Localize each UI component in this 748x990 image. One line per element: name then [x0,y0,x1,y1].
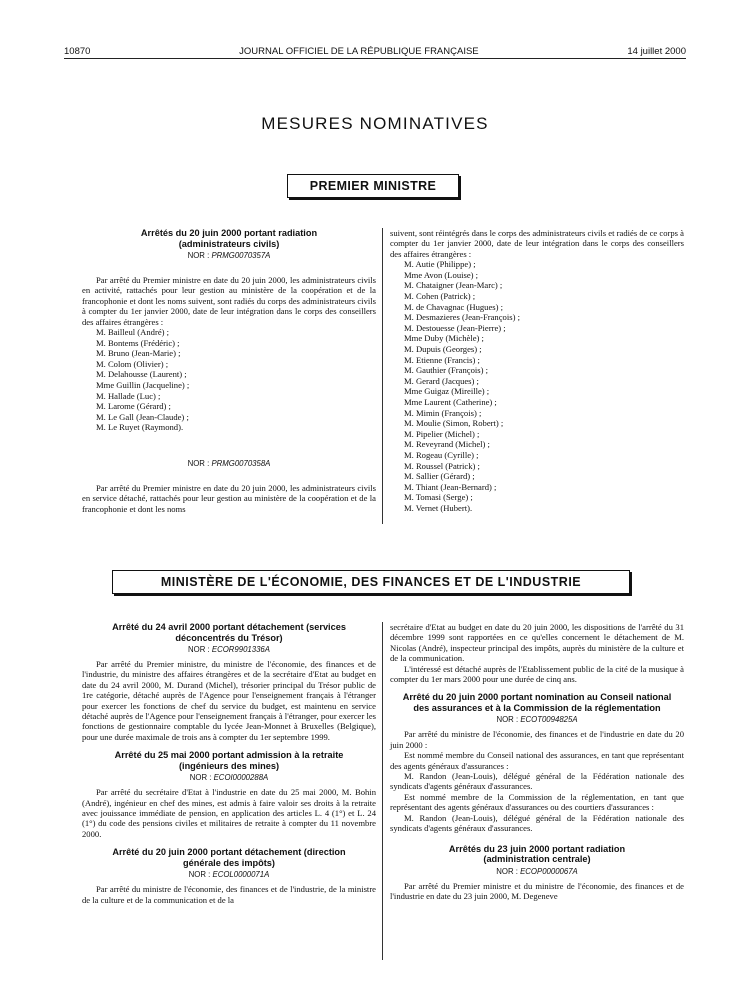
list-item: M. Hallade (Luc) ; [96,390,161,401]
article-text: Par arrêté du ministre de l'économie, des finances et de l'industrie, de la ministre de la culture et de la communication et de la [82,884,376,905]
article-text: suivent, sont réintégrés dans le corps des administrateurs civils et radiés de ce corps à compter du 1er janvier 2000, date de leur intégration dans le corps des conseillers des affaires étrangères : [390,228,684,259]
nor-reference: NOR : ECOP0000067A [496,866,578,876]
article-text: Par arrêté du Premier ministre, du ministre de l'économie, des finances et de l'industrie, du ministre des affaires étrangères et de la secrétaire d'Etat au budget en date du 24 avril 2000, M. Durand (Michel), trésorier principal du Trésor public de 1re catégorie, détaché auprès de l'Agence pour l'enseignement français à l'étranger pour exercer les fonctions de chef du service du budget, est maintenu en service détaché auprès de l'Agence pour l'enseignement français à l'étranger, pour exercer les fonctions de gestionnaire comptable du lycée Jean-Monnet à Bruxelles (Belgique), pour une durée maximale de trois ans à compter du 1er septembre 1999. [82,659,376,742]
article-text: secrétaire d'Etat au budget en date du 20 juin 2000, les dispositions de l'arrêté du 31 décembre 1999 sont rapportées en ce qu'elles concernent le détachement de M. Nicolas (André), inspecteur principal des impôts, auprès du ministère de la culture et de la communication. [390,622,684,664]
list-item: M. Colom (Olivier) ; [96,358,169,369]
list-item: M. de Chavagnac (Hugues) ; [404,301,504,312]
list-item: M. Reveyrand (Michel) ; [404,439,490,450]
list-item: M. Vernet (Hubert). [404,502,473,513]
list-item: Mme Duby (Michèle) ; [404,333,484,344]
list-item: M. Thiant (Jean-Bernard) ; [404,481,497,492]
list-item: Mme Avon (Louise) ; [404,269,479,280]
list-item: M. Le Ruyet (Raymond). [96,422,184,433]
list-item: M. Bailleul (André) ; [96,327,170,338]
list-item: M. Bruno (Jean-Marie) ; [96,348,181,359]
nor-reference: NOR : PRMG0070358A [187,458,271,468]
page-number: 10870 [64,45,91,57]
article-title: Arrêtés du 23 juin 2000 portant radiation (administration centrale) [448,843,626,864]
page-title: MESURES NOMINATIVES [261,114,489,133]
section1-left-column [82,228,376,514]
article-text: M. Randon (Jean-Louis), délégué général de la Fédération nationale des syndicats d'agents généraux d'assurances. [390,771,684,792]
nor-reference: NOR : ECOI0000288A [189,773,269,783]
column-separator [382,622,383,960]
section1-right-column [390,228,684,513]
list-item: M. Roussel (Patrick) ; [404,460,480,471]
list-item: M. Etienne (Francis) ; [404,354,480,365]
article-title: Arrêté du 20 juin 2000 portant détachement (direction générale des impôts) [112,847,346,868]
article-text: Par arrêté du Premier ministre en date du 20 juin 2000, les administrateurs civils en service détaché, rattachés pour leur gestion au ministère de la coopération et de la francophonie et dont les noms [82,482,376,514]
list-item: Mme Guillin (Jacqueline) ; [96,380,190,390]
list-item: M. Moulie (Simon, Robert) ; [404,418,504,429]
list-item: M. Pipelier (Michel) ; [404,428,480,439]
column-separator [382,228,383,524]
section2-right-column [390,622,684,901]
running-head [64,44,686,58]
article-text: Est nommé membre de la Commission de la réglementation, en tant que représentant des agents généraux d'assurances ou des courtiers d'assurances : [390,791,684,813]
article-text: Par arrêté du Premier ministre en date du 20 juin 2000, les administrateurs civils en activité, rattachés pour leur gestion au ministère de la coopération et de la francophonie et dont les noms suivent, sont radiés du corps des administrateurs civils à compter du 1er janvier 2000, date de leur intégration dans le corps des conseillers des affaires étrangères : [82,275,376,327]
list-item: M. Dupuis (Georges) ; [404,343,482,354]
list-item: Mme Laurent (Catherine) ; [404,396,497,407]
list-item: M. Gerard (Jacques) ; [404,375,479,386]
nor-reference: NOR : ECOR9901336A [188,645,270,654]
nor-reference: NOR : PRMG0070357A [187,251,271,260]
article-text: Par arrêté du ministre de l'économie, des finances et de l'industrie en date du 20 juin 2000 : [390,729,684,750]
issue-date: 14 juillet 2000 [627,45,686,57]
article-text: L'intéressé est détaché auprès de l'Etablissement public de la cité de la musique à compter du 1er mars 2000 pour une durée de cinq ans. [390,663,684,685]
list-item: M. Mimin (François) ; [404,407,482,418]
list-item: M. Desmazieres (Jean-François) ; [404,312,520,323]
nor-reference: NOR : ECOL0000071A [188,870,270,880]
section2-left-column [82,622,376,905]
article-title: Arrêté du 25 mai 2000 portant admission à la retraite (ingénieurs des mines) [114,750,344,771]
article-text: M. Randon (Jean-Louis), délégué général de la Fédération nationale des syndicats d'agents généraux d'assurances. [390,812,684,834]
list-item: Mme Guigaz (Mireille) ; [404,386,490,397]
list-item: M. Gauthier (François) ; [404,365,489,376]
list-item: M. Sallier (Gérard) ; [404,471,475,482]
article-text: Par arrêté du secrétaire d'Etat à l'industrie en date du 25 mai 2000, M. Bohin (André), ingénieur en chef des mines, est admis à faire valoir ses droits à la retraite avec jouissance immédiate de pension, en application des articles L. 4 (1°) et L. 24 (1°) du code des pensions civiles et militaires de retraite à compter du 11 novembre 2000. [82,787,376,839]
list-item: M. Le Gall (Jean-Claude) ; [96,411,189,422]
article-title: Arrêté du 24 avril 2000 portant détachement (services déconcentrés du Trésor) [112,622,346,643]
list-item: M. Autie (Philippe) ; [404,259,476,270]
names-list [82,327,376,433]
list-item: M. Chataigner (Jean-Marc) ; [404,280,503,291]
article-text: Est nommé membre du Conseil national des assurances, en tant que représentant des agents généraux d'assurances : [390,750,684,771]
article-text: Par arrêté du Premier ministre et du ministre de l'économie, des finances et de l'industrie en date du 23 juin 2000, M. Degeneve [390,880,684,901]
journal-title: JOURNAL OFFICIEL DE LA RÉPUBLIQUE FRANÇAISE [239,45,479,57]
list-item: M. Bontems (Frédéric) ; [96,337,180,348]
names-list [390,259,684,513]
list-item: M. Larome (Gérard) ; [96,401,171,412]
nor-reference: NOR : ECOT0094825A [496,715,578,725]
section-heading-premier-ministre: PREMIER MINISTRE [287,174,459,198]
list-item: M. Delahousse (Laurent) ; [96,369,187,380]
list-item: M. Cohen (Patrick) ; [404,291,476,301]
article-title: Arrêté du 20 juin 2000 portant nomination au Conseil national des assurances et à la Commission de la réglementation [402,692,672,713]
header-rule [64,58,686,59]
section-heading-ministere-economie: MINISTÈRE DE L'ÉCONOMIE, DES FINANCES ET DE L'INDUSTRIE [112,570,630,594]
list-item: M. Tomasi (Serge) ; [404,492,473,503]
list-item: M. Rogeau (Cyrille) ; [404,449,479,460]
list-item: M. Destouesse (Jean-Pierre) ; [404,322,506,333]
article-title: Arrêtés du 20 juin 2000 portant radiation (administrateurs civils) [140,228,318,249]
